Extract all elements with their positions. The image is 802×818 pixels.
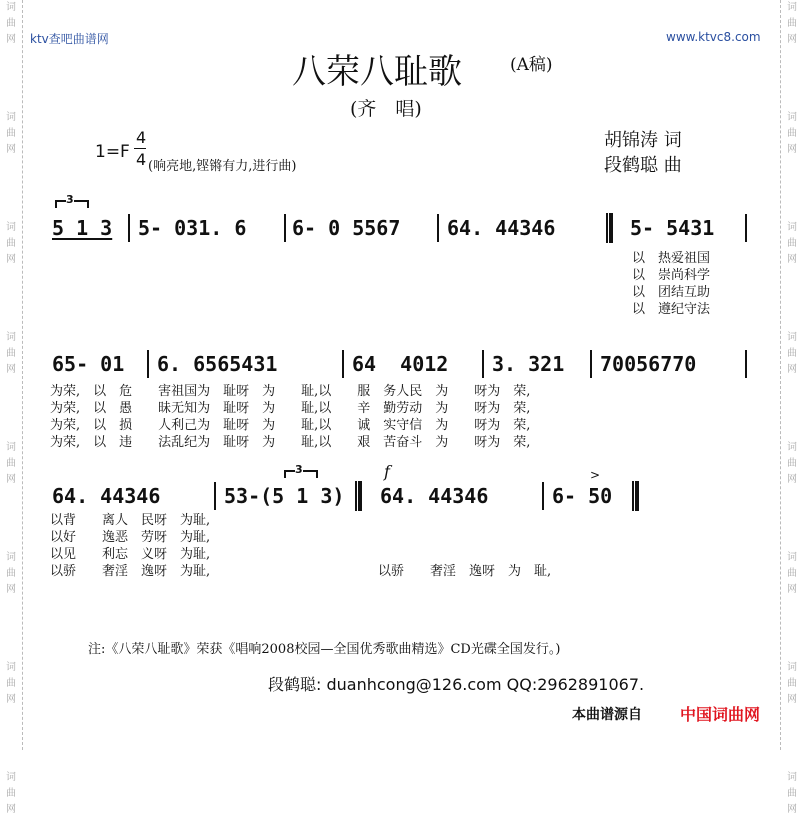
- dynamic-forte: f: [384, 462, 390, 481]
- lyric-line-ending: 以骄 奢淫 逸呀 为 耻,: [378, 564, 552, 579]
- triplet-number: 3: [295, 463, 303, 476]
- barline: [590, 350, 592, 378]
- subtitle: (齐 唱): [350, 98, 422, 120]
- measure: 3. 321: [492, 352, 565, 376]
- time-top: 4: [136, 128, 147, 147]
- watermark-text: 词 曲 网: [787, 222, 797, 265]
- watermark-text: 词 曲 网: [6, 442, 16, 485]
- version-label: (A稿): [510, 55, 553, 75]
- watermark-text: 词 曲 网: [6, 662, 16, 705]
- lyric-line: 以背 离人 民呀 为耻,: [50, 513, 211, 528]
- repeat-end: [355, 481, 362, 511]
- lyric-line: 为荣, 以 违 法乱纪为 耻呀 为 耻,以 艰 苦奋斗 为 呀为 荣,: [50, 435, 531, 450]
- watermark-text: 词 曲 网: [6, 332, 16, 375]
- left-site-label: ktv查吧曲谱网: [30, 32, 109, 46]
- measure: 5 1 3: [52, 216, 113, 240]
- key-signature: 1=F: [95, 142, 130, 162]
- barline: [745, 350, 747, 378]
- lyric-line: 以见 利忘 义呀 为耻,: [50, 547, 211, 562]
- lyric-line: 为荣, 以 危 害祖国为 耻呀 为 耻,以 服 务人民 为 呀为 荣,: [50, 384, 531, 399]
- triplet-number: 3: [66, 193, 74, 206]
- lyricist: 胡锦涛 词: [604, 130, 682, 151]
- watermark-text: 词 曲 网: [6, 2, 16, 45]
- song-title: 八荣八耻歌: [292, 52, 462, 92]
- left-watermark-strip: [0, 0, 23, 815]
- watermark-text: 词 曲 网: [6, 112, 16, 155]
- watermark-text: 词 曲 网: [6, 552, 16, 595]
- measure: 6- 0 5567: [292, 216, 401, 240]
- source-site: 中国词曲网: [680, 705, 761, 724]
- lyric-line: 以 遵纪守法: [632, 302, 711, 317]
- lyric-line: 为荣, 以 愚 昧无知为 耻呀 为 耻,以 辛 勤劳动 为 呀为 荣,: [50, 401, 531, 416]
- repeat-start: [606, 213, 613, 243]
- measure: 5- 031. 6: [138, 216, 247, 240]
- time-divider: [134, 148, 146, 149]
- accent-mark: >: [590, 468, 601, 482]
- barline: [284, 214, 286, 242]
- barline: [214, 482, 216, 510]
- lyric-line: 以 崇尚科学: [632, 268, 711, 283]
- measure: 64. 44346: [52, 484, 161, 508]
- source-label: 本曲谱源自: [572, 707, 642, 723]
- barline: [342, 350, 344, 378]
- lyric-line: 以 热爱祖国: [632, 251, 711, 266]
- barline: [147, 350, 149, 378]
- watermark-text: 词 曲 网: [787, 772, 797, 815]
- watermark-text: 词 曲 网: [6, 222, 16, 265]
- measure: 5- 5431: [630, 216, 715, 240]
- watermark-text: 词 曲 网: [787, 662, 797, 705]
- measure: 70056770: [600, 352, 697, 376]
- lyric-line: 以骄 奢淫 逸呀 为耻,: [50, 564, 211, 579]
- watermark-text: 词 曲 网: [787, 112, 797, 155]
- watermark-text: 词 曲 网: [787, 442, 797, 485]
- contact-info: 段鹤聪: duanhcong@126.com QQ:2962891067.: [268, 675, 645, 694]
- barline: [437, 214, 439, 242]
- barline: [128, 214, 130, 242]
- measure: 53-(5 1 3): [224, 484, 345, 508]
- lyric-line: 以好 逸恶 劳呀 为耻,: [50, 530, 211, 545]
- measure: 64. 44346: [447, 216, 556, 240]
- final-barline: [632, 481, 639, 511]
- footnote: 注:《八荣八耻歌》荣获《唱响2008校园—全国优秀歌曲精选》CD光碟全国发行。): [88, 642, 561, 657]
- lyric-line: 为荣, 以 损 人利己为 耻呀 为 耻,以 诚 实守信 为 呀为 荣,: [50, 418, 531, 433]
- measure: 64 4012: [352, 352, 449, 376]
- right-watermark-strip: [780, 0, 802, 815]
- measure: 6. 6565431: [157, 352, 278, 376]
- watermark-text: 词 曲 网: [787, 332, 797, 375]
- watermark-text: 词 曲 网: [6, 772, 16, 815]
- watermark-text: 词 曲 网: [787, 552, 797, 595]
- watermark-text: 词 曲 网: [787, 2, 797, 45]
- barline: [482, 350, 484, 378]
- measure: 64. 44346: [380, 484, 489, 508]
- barline: [542, 482, 544, 510]
- tempo-marking: (响亮地,铿锵有力,进行曲): [148, 159, 297, 174]
- measure: 6- 50: [552, 484, 613, 508]
- time-bottom: 4: [136, 150, 147, 169]
- composer: 段鹤聪 曲: [604, 155, 682, 176]
- barline: [745, 214, 747, 242]
- lyric-line: 以 团结互助: [632, 285, 711, 300]
- measure: 65- 01: [52, 352, 125, 376]
- right-site-label: www.ktvc8.com: [666, 30, 761, 44]
